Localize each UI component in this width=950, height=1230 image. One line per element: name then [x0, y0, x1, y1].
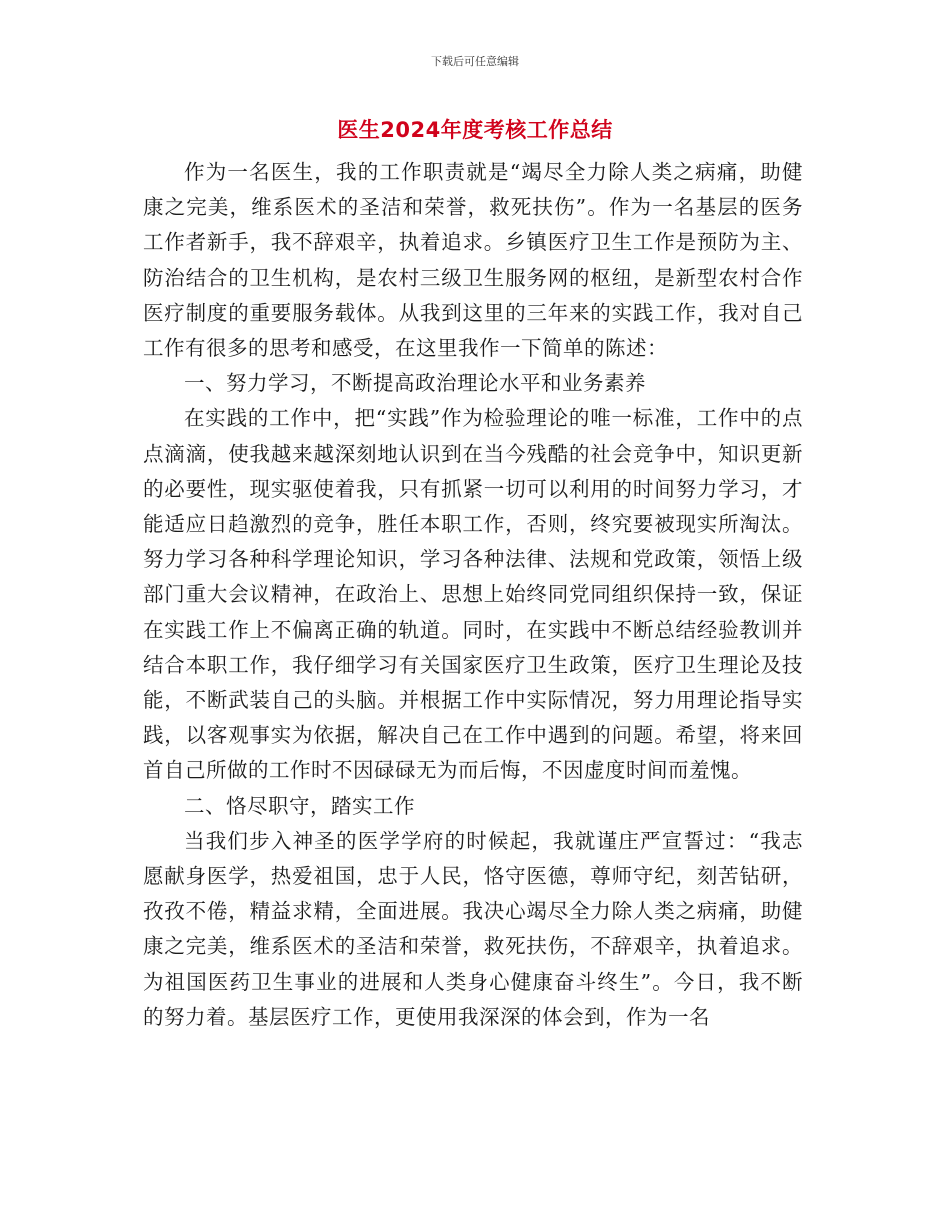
page-header-note: 下载后可任意编辑: [431, 55, 519, 68]
section-heading-2: 二、恪尽职守，踏实工作: [184, 793, 415, 818]
paragraph-section-1: 在实践的工作中，把“实践”作为检验理论的唯一标准，工作中的点点滴滴，使我越来越深刻地认识到在当今残酷的社会竞争中，知识更新的必要性，现实驱使着我，只有抓紧一切可以利用的时间努力学习，才能适应日趋激烈的竞争，胜任本职工作，否则，终究要被现实所淘汰。努力学习各种科学理论知识，学习各种法律、法规和党政策，领悟上级部门重大会议精神，在政治上、思想上始终同党同组织保持一致，保证在实践工作上不偏离正确的轨道。同时，在实践中不断总结经验教训并结合本职工作，我仔细学习有关国家医疗卫生政策，医疗卫生理论及技能，不断武装自己的头脑。并根据工作中实际情况，努力用理论指导实践，以客观事实为依据，解决自己在工作中遇到的问题。希望，将来回首自己所做的工作时不因碌碌无为而后悔，不因虚度时间而羞愧。: [143, 406, 803, 783]
document-body: [143, 155, 803, 1035]
section-heading-1: 一、努力学习，不断提高政治理论水平和业务素养: [184, 371, 646, 396]
paragraph-section-2: 当我们步入神圣的医学学府的时候起，我就谨庄严宣誓过：“我志愿献身医学，热爱祖国，忠于人民，恪守医德，尊师守纪，刻苦钻研，孜孜不倦，精益求精，全面进展。我决心竭尽全力除人类之病痛，助健康之完美，维系医术的圣洁和荣誉，救死扶伤，不辞艰辛，执着追求。为祖国医药卫生事业的进展和人类身心健康奋斗终生”。今日，我不断的努力着。基层医疗工作，更使用我深深的体会到，作为一名: [143, 828, 803, 1029]
document-title: 医生2024年度考核工作总结: [337, 118, 613, 142]
paragraph-intro: 作为一名医生，我的工作职责就是“竭尽全力除人类之病痛，助健康之完美，维系医术的圣洁和荣誉，救死扶伤”。作为一名基层的医务工作者新手，我不辞艰辛，执着追求。乡镇医疗卫生工作是预防为主、防治结合的卫生机构，是农村三级卫生服务网的枢纽，是新型农村合作医疗制度的重要服务载体。从我到这里的三年来的实践工作，我对自己工作有很多的思考和感受，在这里我作一下简单的陈述：: [143, 160, 803, 361]
